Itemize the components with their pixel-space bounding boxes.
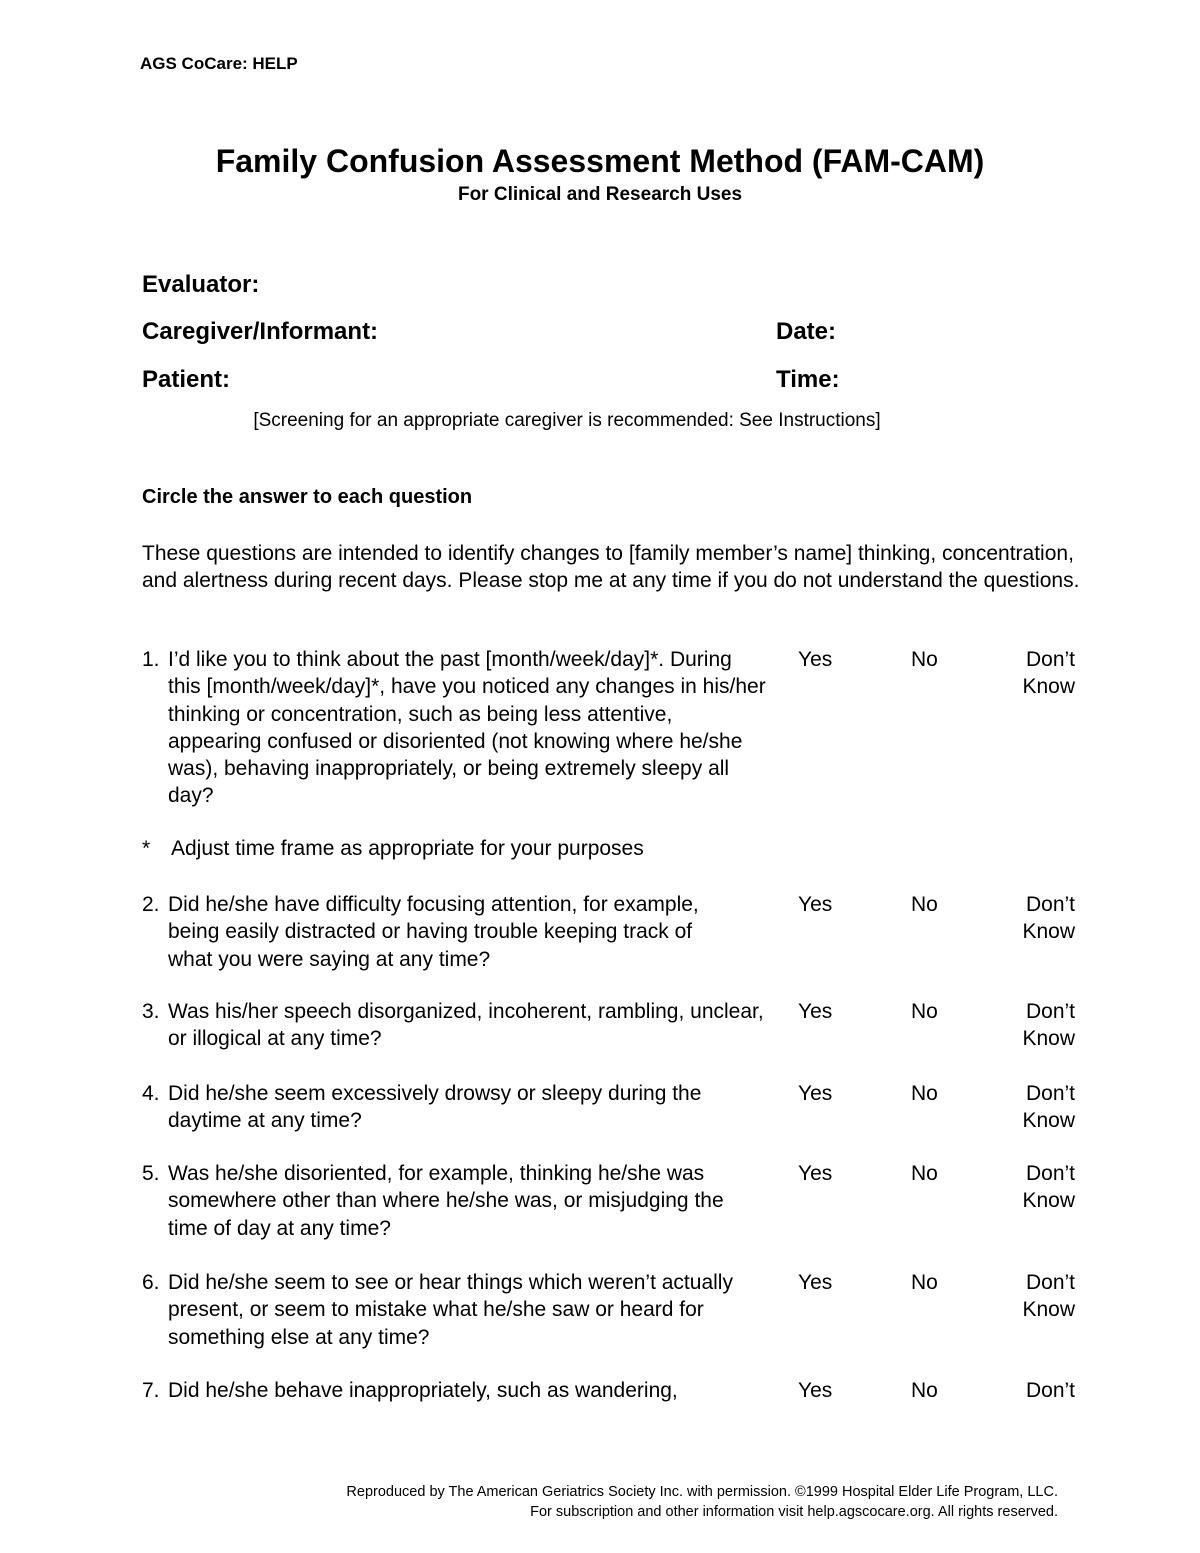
answer-dont-know[interactable]: Don’t Know (1022, 1082, 1075, 1133)
question-number: 3. (142, 1000, 160, 1023)
answer-yes[interactable]: Yes (798, 1000, 833, 1023)
question-text: Did he/she seem to see or hear things which weren’t actually present, or seem to mistake what he/she saw or heard for something else at any time? (168, 1271, 733, 1349)
evaluator-label: Evaluator: (142, 271, 260, 298)
question-text: Did he/she have difficulty focusing attention, for example, being easily distracted or having trouble keeping track of what you were saying at any time? (168, 893, 699, 971)
question-text: Was he/she disoriented, for example, thinking he/she was somewhere other than where he/she was, or misjudging the time of day at any time? (168, 1162, 724, 1240)
answer-yes[interactable]: Yes (798, 648, 833, 671)
answer-no[interactable]: No (911, 648, 938, 671)
answer-no[interactable]: No (911, 1271, 938, 1294)
answer-no[interactable]: No (911, 1000, 938, 1023)
question-number: 5. (142, 1162, 160, 1185)
footer-info: For subscription and other information visit help.agscocare.org. All rights reserved. (530, 1504, 1058, 1520)
caregiver-label: Caregiver/Informant: (142, 318, 379, 345)
answer-dont-know[interactable]: Don’t (1025, 1379, 1075, 1402)
answer-yes[interactable]: Yes (798, 1162, 833, 1185)
answer-yes[interactable]: Yes (798, 1082, 833, 1105)
question-text: Did he/she behave inappropriately, such as wandering, (168, 1379, 678, 1402)
answer-yes[interactable]: Yes (798, 1379, 833, 1402)
question-text: Was his/her speech disorganized, incoherent, rambling, unclear, or illogical at any time? (168, 1000, 764, 1051)
question-text: Did he/she seem excessively drowsy or sleepy during the daytime at any time? (168, 1082, 702, 1133)
answer-no[interactable]: No (911, 1162, 938, 1185)
screening-note: [Screening for an appropriate caregiver is recommended: See Instructions] (253, 410, 881, 431)
answer-dont-know[interactable]: Don’t Know (1022, 1271, 1075, 1322)
footnote-marker: * (142, 837, 151, 860)
question-number: 7. (142, 1379, 160, 1402)
time-label: Time: (776, 366, 840, 393)
answer-yes[interactable]: Yes (798, 1271, 833, 1294)
answer-yes[interactable]: Yes (798, 893, 833, 916)
answer-no[interactable]: No (911, 1082, 938, 1105)
answer-dont-know[interactable]: Don’t Know (1022, 648, 1075, 699)
patient-label: Patient: (142, 366, 231, 393)
date-label: Date: (776, 318, 837, 345)
instruction-heading: Circle the answer to each question (142, 486, 473, 508)
question-number: 1. (142, 648, 160, 671)
answer-dont-know[interactable]: Don’t Know (1022, 1162, 1075, 1213)
page-subtitle: For Clinical and Research Uses (457, 184, 743, 205)
question-number: 2. (142, 893, 160, 916)
intro-paragraph: These questions are intended to identify changes to [family member’s name] thinking, concentration, and alertness during recent days. Please stop me at any time if you do not understand the questions. (142, 542, 1080, 592)
footer-copyright: Reproduced by The American Geriatrics Society Inc. with permission. ©1999 Hospital Elder Life Program, LLC. (346, 1484, 1058, 1500)
answer-no[interactable]: No (911, 893, 938, 916)
answer-dont-know[interactable]: Don’t Know (1022, 893, 1075, 944)
header-tag: AGS CoCare: HELP (140, 54, 298, 73)
question-text: I’d like you to think about the past [month/week/day]*. During this [month/week/day]*, have you noticed any changes in his/her thinking or concentration, such as being less attentive, appearing confused or disoriented (not knowing where he/she was), behaving inappropriately, or being extremely sleepy all day? (168, 648, 766, 808)
answer-dont-know[interactable]: Don’t Know (1022, 1000, 1075, 1051)
answer-no[interactable]: No (911, 1379, 938, 1402)
question-number: 4. (142, 1082, 160, 1105)
page-title: Family Confusion Assessment Method (FAM-CAM) (215, 143, 985, 179)
question-number: 6. (142, 1271, 160, 1294)
footnote-text: Adjust time frame as appropriate for your purposes (171, 837, 644, 860)
